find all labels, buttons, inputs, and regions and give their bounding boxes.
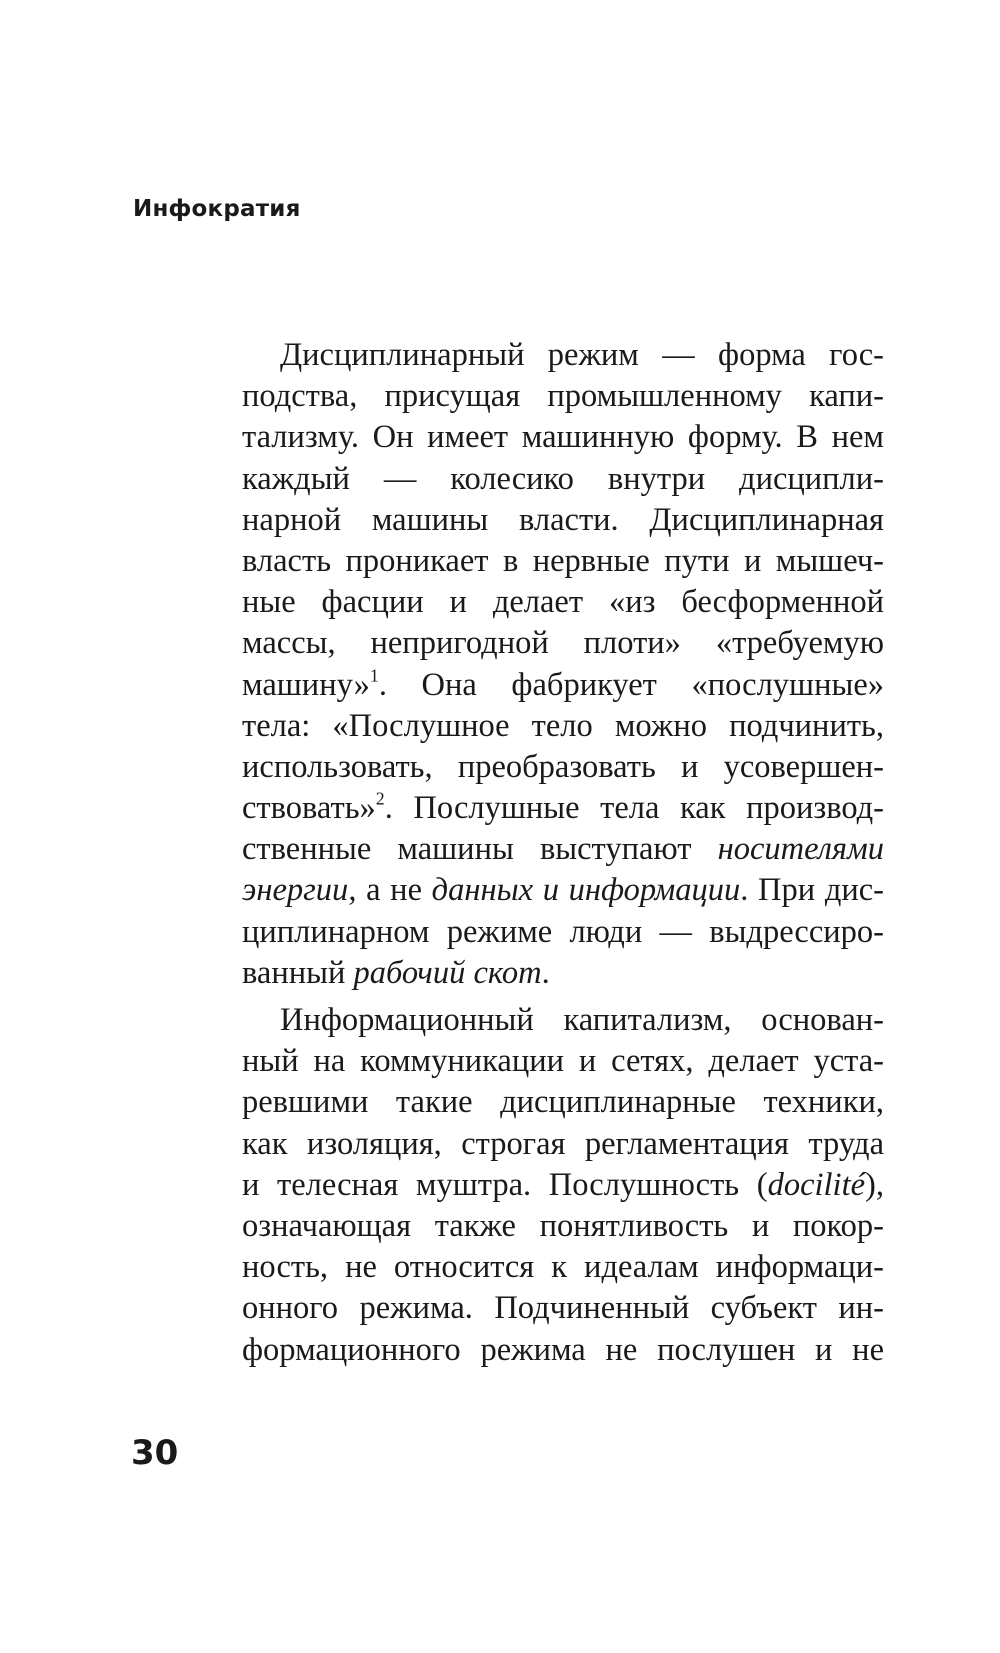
text-segment: ), <box>865 1166 884 1203</box>
text-line: ный на коммуникации и сетях, делает уста- <box>242 1043 884 1080</box>
text-line <box>242 1165 884 1206</box>
text-line: использовать, преобразовать и усовершен- <box>242 748 884 785</box>
text-line <box>242 788 884 829</box>
footnote-marker: 2 <box>375 788 385 809</box>
text-segment: ствовать» <box>242 790 376 827</box>
paragraph-1 <box>242 335 884 994</box>
body-text <box>242 335 884 1371</box>
text-segment: . Послушные тела как производ- <box>384 790 884 827</box>
text-line: Информационный капитализм, основан- <box>280 1002 884 1038</box>
text-line: ревшими такие дисциплинарные техники, <box>242 1084 884 1121</box>
text-line: означающая также понятливость и покор- <box>242 1207 884 1244</box>
italic-emphasis: docilité <box>767 1166 866 1203</box>
running-head: Инфократия <box>133 196 301 222</box>
text-line: циплинарном режиме люди — выдрессиро- <box>242 913 884 950</box>
footnote-marker: 1 <box>369 665 379 686</box>
text-segment: . Она фабрикует «послушные» <box>378 666 884 703</box>
text-line <box>242 665 884 706</box>
text-line: нарной машины власти. Дисциплинарная <box>242 501 884 538</box>
page-number: 30 <box>131 1433 179 1473</box>
text-line <box>242 829 884 870</box>
text-line <box>242 870 884 911</box>
text-line: онного режима. Подчиненный субъект ин- <box>242 1290 884 1327</box>
italic-emphasis: носителями <box>717 831 884 868</box>
text-segment: и телесная муштра. Послушность ( <box>242 1166 768 1203</box>
text-line: власть проникает в нервные пути и мышеч- <box>242 542 884 579</box>
italic-emphasis: данных и информации <box>431 872 741 909</box>
paragraph-2 <box>242 1000 884 1371</box>
text-line: Дисциплинарный режим — форма гос- <box>280 337 884 373</box>
text-line <box>242 953 884 994</box>
text-line: тализму. Он имеет машинную форму. В нем <box>242 419 884 456</box>
text-line: каждый — колесико внутри дисципли- <box>242 460 884 497</box>
text-segment: машину» <box>242 666 370 703</box>
italic-emphasis: рабочий скот <box>353 954 542 991</box>
text-line: подства, присущая промышленному капи- <box>242 378 884 415</box>
text-line: массы, непригодной плоти» «требуемую <box>242 625 884 662</box>
italic-emphasis: энергии <box>242 872 349 909</box>
text-line: ные фасции и делает «из бесформенной <box>242 584 884 621</box>
text-segment: . При дис- <box>740 872 885 909</box>
text-segment: . <box>541 954 550 991</box>
text-segment: , а не <box>348 872 432 909</box>
text-line: формационного режима не послушен и не <box>242 1331 884 1368</box>
text-segment: ственные машины выступают <box>242 831 718 868</box>
text-line: как изоляция, строгая регламентация труда <box>242 1125 884 1162</box>
text-line: тела: «Послушное тело можно подчинить, <box>242 707 884 744</box>
text-line: ность, не относится к идеалам информаци- <box>242 1249 884 1286</box>
text-segment: ванный <box>242 954 354 991</box>
